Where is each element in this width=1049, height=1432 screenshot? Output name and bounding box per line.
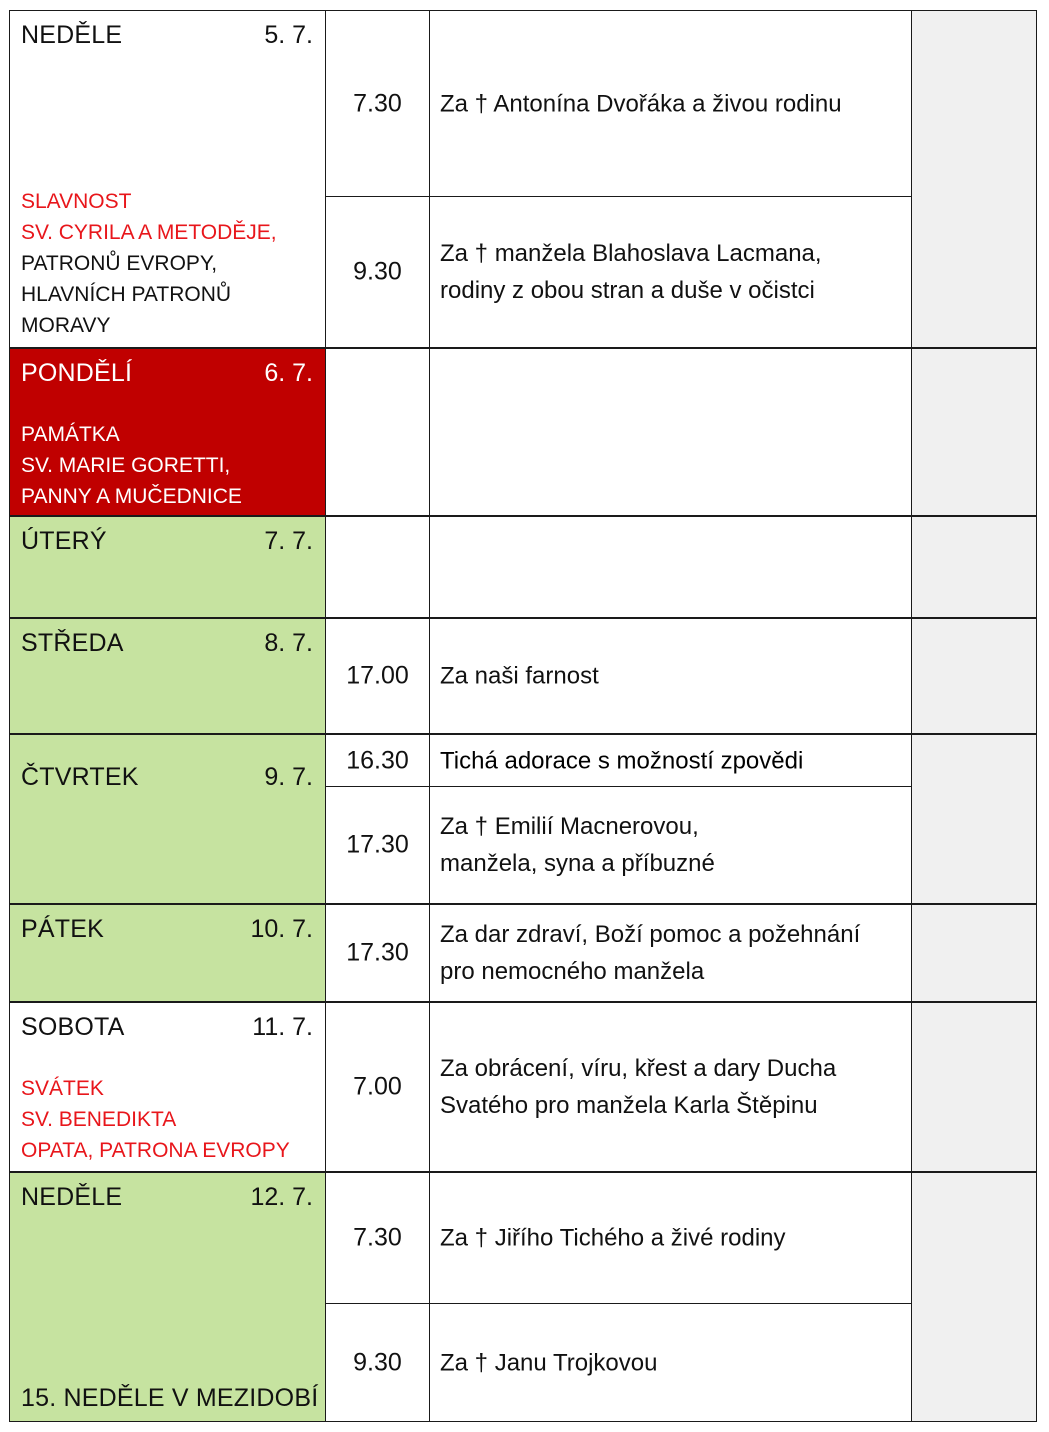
intention-text	[440, 1050, 903, 1124]
intention-line: Za obrácení, víru, křest a dary Ducha	[440, 1055, 837, 1082]
mass-time: 16.30	[346, 746, 409, 774]
intention-text	[440, 742, 903, 779]
note-cell	[912, 517, 1036, 617]
feast-line: HLAVNÍCH PATRONŮ	[21, 283, 232, 306]
day-date: 12. 7.	[250, 1183, 313, 1211]
day-name: NEDĚLE	[21, 21, 123, 49]
feast-label	[21, 1073, 290, 1166]
mass-time-cell	[326, 787, 429, 903]
mass-time: 7.30	[353, 1223, 402, 1252]
day-cell	[10, 619, 326, 733]
time-column	[326, 905, 430, 1001]
note-cell	[912, 905, 1036, 1001]
intention-cell	[430, 1173, 911, 1304]
sunday-label: 15. NEDĚLE V MEZIDOBÍ	[21, 1384, 319, 1412]
mass-time-cell	[326, 1173, 429, 1304]
feast-line: SVÁTEK	[21, 1077, 104, 1100]
day-row-sunday-12-7	[9, 1172, 1037, 1422]
intention-cell	[430, 1304, 911, 1421]
intention-text	[440, 1344, 903, 1381]
day-date: 5. 7.	[264, 21, 313, 49]
day-row-tuesday-7-7	[9, 516, 1037, 618]
note-cell	[912, 735, 1036, 903]
intention-cell	[430, 197, 911, 347]
mass-time-cell	[326, 11, 429, 197]
intention-line: Za dar zdraví, Boží pomoc a požehnání	[440, 921, 861, 948]
note-cell	[912, 11, 1036, 347]
mass-time-cell	[326, 619, 429, 733]
intention-cell	[430, 735, 911, 787]
day-date: 11. 7.	[252, 1013, 313, 1041]
intention-column	[430, 11, 912, 347]
intention-cell	[430, 1003, 911, 1171]
intention-line: Za † Antonína Dvořáka a živou rodinu	[440, 90, 842, 117]
day-name: ČTVRTEK	[21, 763, 139, 791]
day-date: 6. 7.	[264, 359, 313, 387]
intention-text	[440, 1220, 903, 1257]
day-row-wednesday-8-7	[9, 618, 1037, 734]
intention-column	[430, 619, 912, 733]
day-name: PONDĚLÍ	[21, 359, 133, 387]
time-column	[326, 1173, 430, 1421]
day-row-thursday-9-7	[9, 734, 1037, 904]
mass-time: 7.00	[353, 1072, 402, 1101]
feast-line: SV. BENEDIKTA	[21, 1108, 177, 1131]
intention-line: pro nemocného manžela	[440, 958, 705, 985]
intention-line: Za naši farnost	[440, 662, 599, 690]
day-row-friday-10-7	[9, 904, 1037, 1002]
day-cell	[10, 735, 326, 903]
mass-time: 9.30	[353, 257, 402, 286]
feast-line: SLAVNOST	[21, 190, 132, 213]
feast-line: SV. MARIE GORETTI,	[21, 454, 231, 477]
feast-line: OPATA, PATRONA EVROPY	[21, 1139, 290, 1162]
mass-time-cell	[326, 1304, 429, 1421]
time-column	[326, 349, 430, 515]
note-cell	[912, 1173, 1036, 1421]
day-cell	[10, 905, 326, 1001]
intention-text	[440, 235, 903, 309]
note-cell	[912, 1003, 1036, 1171]
mass-time: 7.30	[353, 89, 402, 117]
day-cell	[10, 1173, 326, 1421]
mass-time: 17.00	[346, 661, 409, 690]
intention-column	[430, 905, 912, 1001]
intention-cell	[430, 787, 911, 903]
mass-time-cell	[326, 905, 429, 1001]
day-name: STŘEDA	[21, 629, 124, 657]
day-name: NEDĚLE	[21, 1183, 123, 1211]
day-cell	[10, 517, 326, 617]
day-cell	[10, 11, 326, 347]
intention-line: Tichá adorace s možností zpovědi	[440, 747, 804, 774]
day-cell	[10, 1003, 326, 1171]
time-column	[326, 11, 430, 347]
day-cell	[10, 349, 326, 515]
intention-line: manžela, syna a příbuzné	[440, 850, 715, 877]
intention-cell	[430, 619, 911, 733]
intention-cell	[430, 905, 911, 1001]
intention-column	[430, 1003, 912, 1171]
intention-line: Za † manžela Blahoslava Lacmana,	[440, 240, 822, 267]
feast-line: SV. CYRILA A METODĚJE,	[21, 221, 277, 244]
note-cell	[912, 349, 1036, 515]
intention-column	[430, 349, 912, 515]
mass-time: 17.30	[346, 830, 409, 859]
intention-text	[440, 916, 903, 990]
intention-column	[430, 1173, 912, 1421]
mass-time-cell	[326, 735, 429, 787]
mass-time-cell	[326, 1003, 429, 1171]
time-column	[326, 517, 430, 617]
feast-line: PAMÁTKA	[21, 423, 120, 446]
day-date: 9. 7.	[264, 763, 313, 791]
day-name: ÚTERÝ	[21, 527, 107, 555]
day-row-saturday-11-7	[9, 1002, 1037, 1172]
day-date: 10. 7.	[250, 915, 313, 943]
time-column	[326, 735, 430, 903]
intention-column	[430, 735, 912, 903]
day-date: 8. 7.	[264, 629, 313, 657]
feast-line: MORAVY	[21, 314, 111, 337]
intention-line: rodiny z obou stran a duše v očistci	[440, 277, 815, 304]
intention-text	[440, 658, 903, 695]
intention-line: Za † Emilií Macnerovou,	[440, 813, 699, 840]
mass-time: 17.30	[346, 938, 409, 967]
intention-column	[430, 517, 912, 617]
feast-line: PANNY A MUČEDNICE	[21, 485, 242, 508]
intention-cell	[430, 11, 911, 197]
intention-line: Svatého pro manžela Karla Štěpinu	[440, 1092, 818, 1119]
feast-label	[21, 419, 242, 512]
time-column	[326, 619, 430, 733]
feast-label	[21, 186, 277, 341]
day-row-sunday-5-7	[9, 10, 1037, 348]
intention-line: Za † Jiřího Tichého a živé rodiny	[440, 1224, 786, 1252]
intention-text	[440, 85, 903, 122]
mass-time: 9.30	[353, 1348, 402, 1376]
intention-text	[440, 808, 903, 882]
time-column	[326, 1003, 430, 1171]
day-date: 7. 7.	[264, 527, 313, 555]
note-cell	[912, 619, 1036, 733]
day-name: PÁTEK	[21, 915, 104, 943]
mass-time-cell	[326, 197, 429, 347]
day-row-monday-6-7	[9, 348, 1037, 516]
day-name: SOBOTA	[21, 1013, 125, 1041]
feast-line: PATRONŮ EVROPY,	[21, 252, 218, 275]
intention-line: Za † Janu Trojkovou	[440, 1349, 658, 1376]
